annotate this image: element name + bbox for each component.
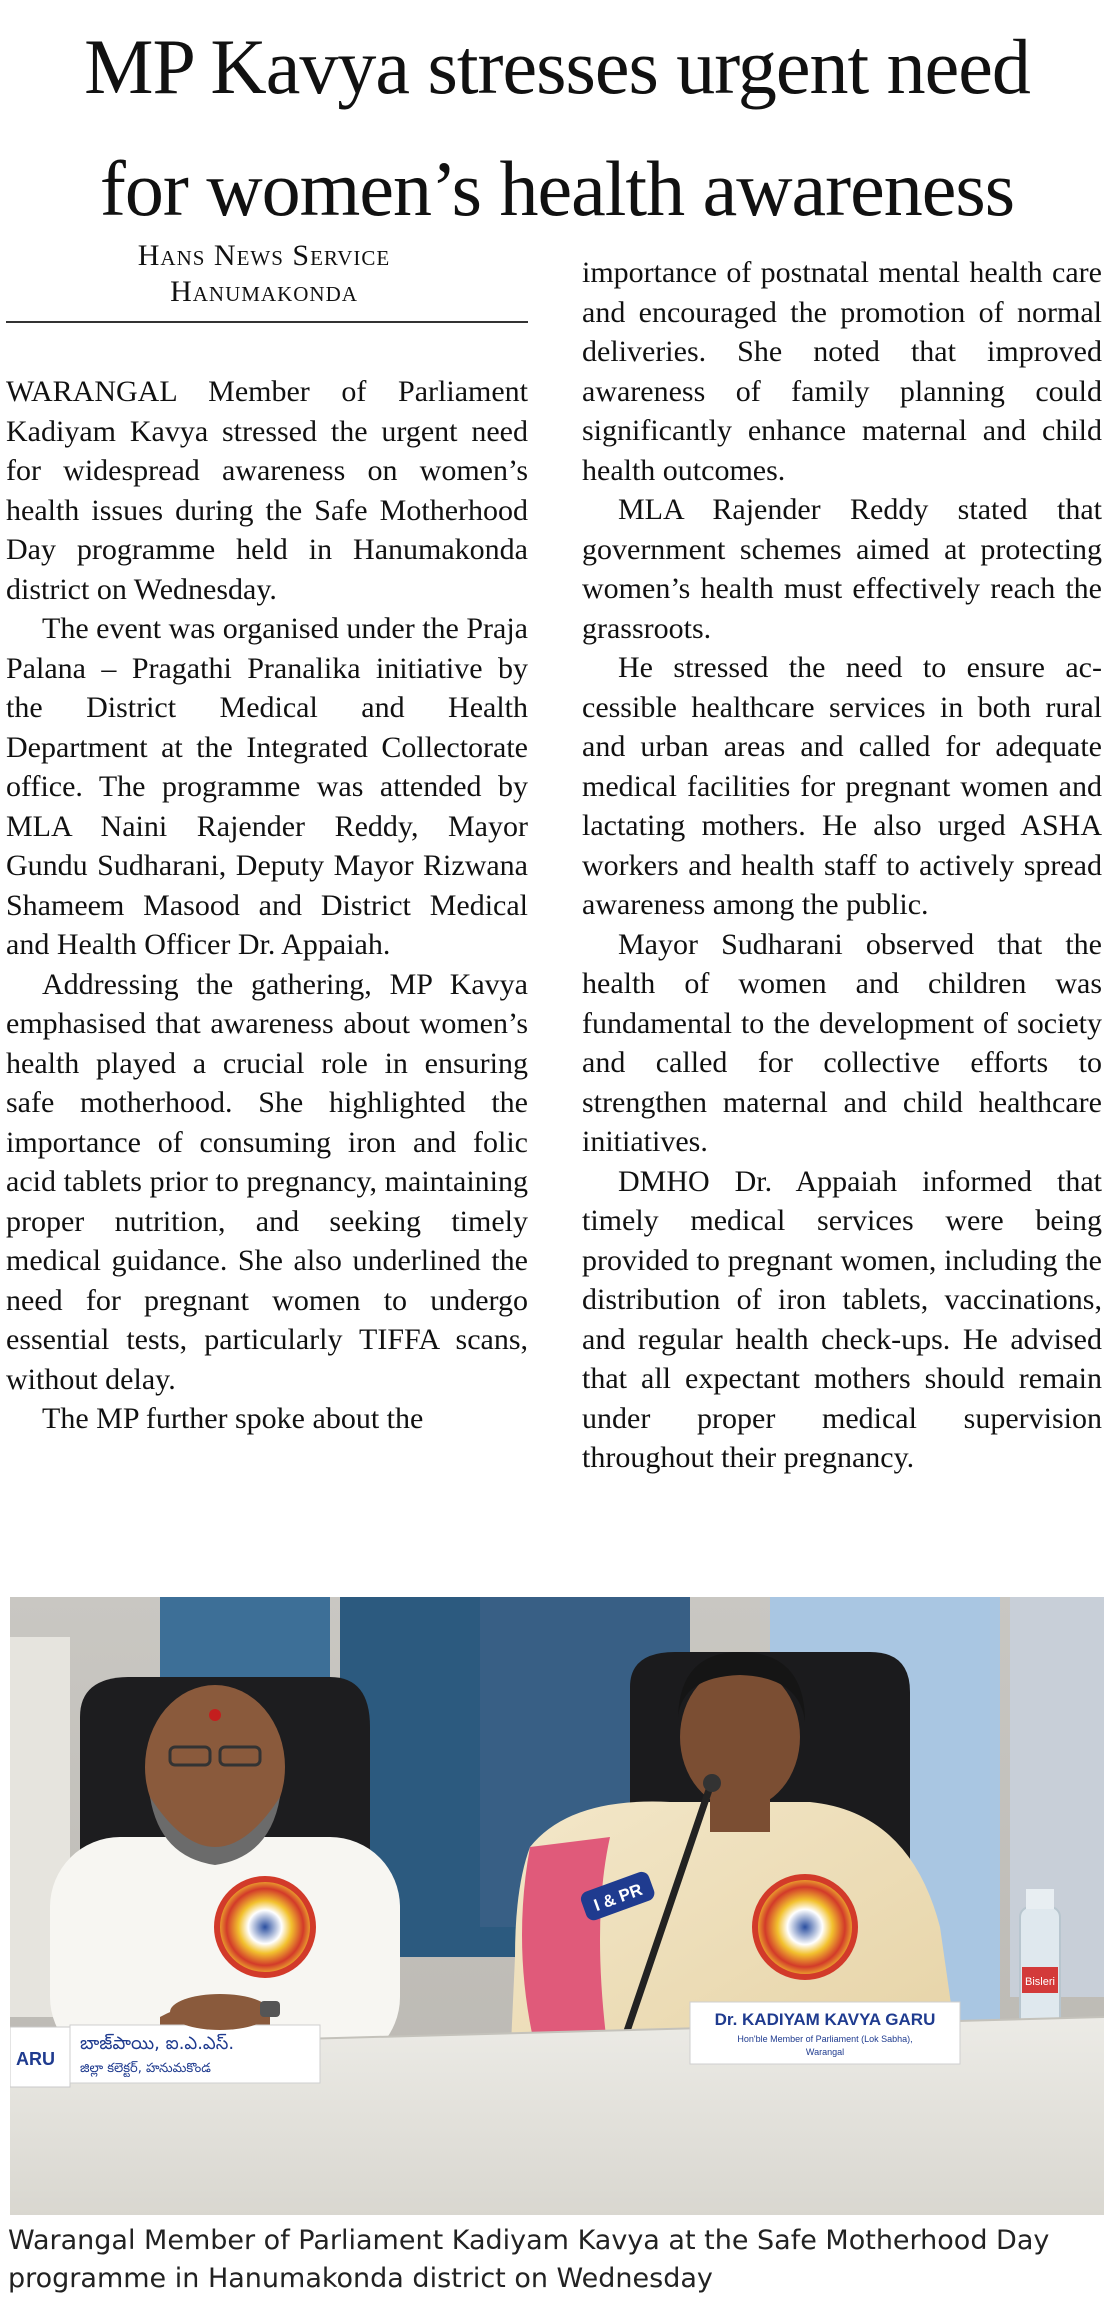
article-column-right (582, 253, 1102, 1478)
news-photo-illustration (10, 1597, 1104, 2215)
article-paragraph: The MP further spoke about the (42, 1402, 424, 1435)
mic-badge-text: I & PR (591, 1879, 645, 1915)
article-paragraph: DMHO Dr. Appaiah informed that timely medical services were being provided to pregnant women, including the distribution of iron tablets, vaccinations, and regular health check-ups. He advised that all expectant mothers should remain under proper medical supervision throughout their pregnancy. (582, 1164, 1102, 1474)
byline-place: Hanumakonda (170, 275, 358, 308)
photo-caption: Warangal Member of Parliament Kadiyam Kavya at the Safe Motherhood Day programme in Hanumakonda district on Wednesday (8, 2225, 1050, 2294)
news-photo (10, 1597, 1104, 2215)
left-nameplate-text: ARU (16, 2049, 55, 2069)
article-paragraph: importance of postnatal mental health care and encouraged the promotion of normal deliveries. She noted that improved awareness of family planning could significantly enhance maternal and child health outcomes. (582, 256, 1102, 487)
nameplate-title: Hon'ble Member of Parliament (Lok Sabha), (737, 2034, 913, 2044)
article-paragraph: WARANGAL Member of Parliament Kadiyam Kavya stressed the urgent need for widespread awareness on women’s health issues during the Safe Motherhood Day programme held in Hanumakonda district on Wednesday. (6, 375, 528, 606)
article-paragraph: Addressing the gathering, MP Kavya emphasised that awareness about women’s health played a crucial role in ensuring safe motherhood. She highlighted the importance of consuming iron and folic acid tablets prior to pregnancy, maintaining proper nutrition, and seeking timely medical guidance. She also underlined the need for pregnant women to undergo essential tests, particularly TIFFA scans, without delay. (6, 967, 528, 1396)
telugu-nameplate-line-2: జిల్లా కలెక్టర్, హనుమకొండ (80, 2061, 211, 2076)
headline (0, 6, 1114, 250)
article-paragraph: The event was organised under the Praja Palana – Pragathi Pranalika initiative by the District Medical and Health Department at the Integrated Collectorate office. The programme was attended by MLA Naini Rajender Reddy, Mayor Gundu Sudharani, Deputy Mayor Rizwana Shameem Masood and District Medical and Health Officer Dr. Appaiah. (6, 612, 528, 961)
article-paragraph: Mayor Sudharani observed that the health of women and children was fundamental to the development of society and called for collective efforts to strengthen maternal and child healthcare initiatives. (582, 927, 1102, 1158)
byline (0, 238, 528, 310)
nameplate-place: Warangal (805, 2047, 845, 2057)
article-paragraph: MLA Rajender Reddy stated that government schemes aimed at protecting women’s health must effectively reach the grassroots. (582, 493, 1102, 645)
headline-line-1: MP Kavya stresses urgent need (84, 23, 1030, 110)
article-paragraph: He stressed the need to ensure accessible healthcare services in both rural and urban areas and called for adequate medical facilities for pregnant women and lactating mothers. He also urged ASHA workers and health staff to actively spread awareness among the public. (582, 651, 1102, 921)
headline-line-2: for women’s health awareness (99, 145, 1015, 232)
article-column-left (6, 372, 528, 1439)
bottle-label: Bisleri (1025, 1976, 1055, 1988)
byline-divider (6, 321, 528, 323)
byline-agency: Hans News Service (137, 239, 391, 272)
telugu-nameplate-line-1: బాజ్‌పాయి, ఐ.ఎ.ఎస్. (80, 2033, 235, 2054)
nameplate-name: Dr. KADIYAM KAVYA GARU (714, 2010, 936, 2029)
